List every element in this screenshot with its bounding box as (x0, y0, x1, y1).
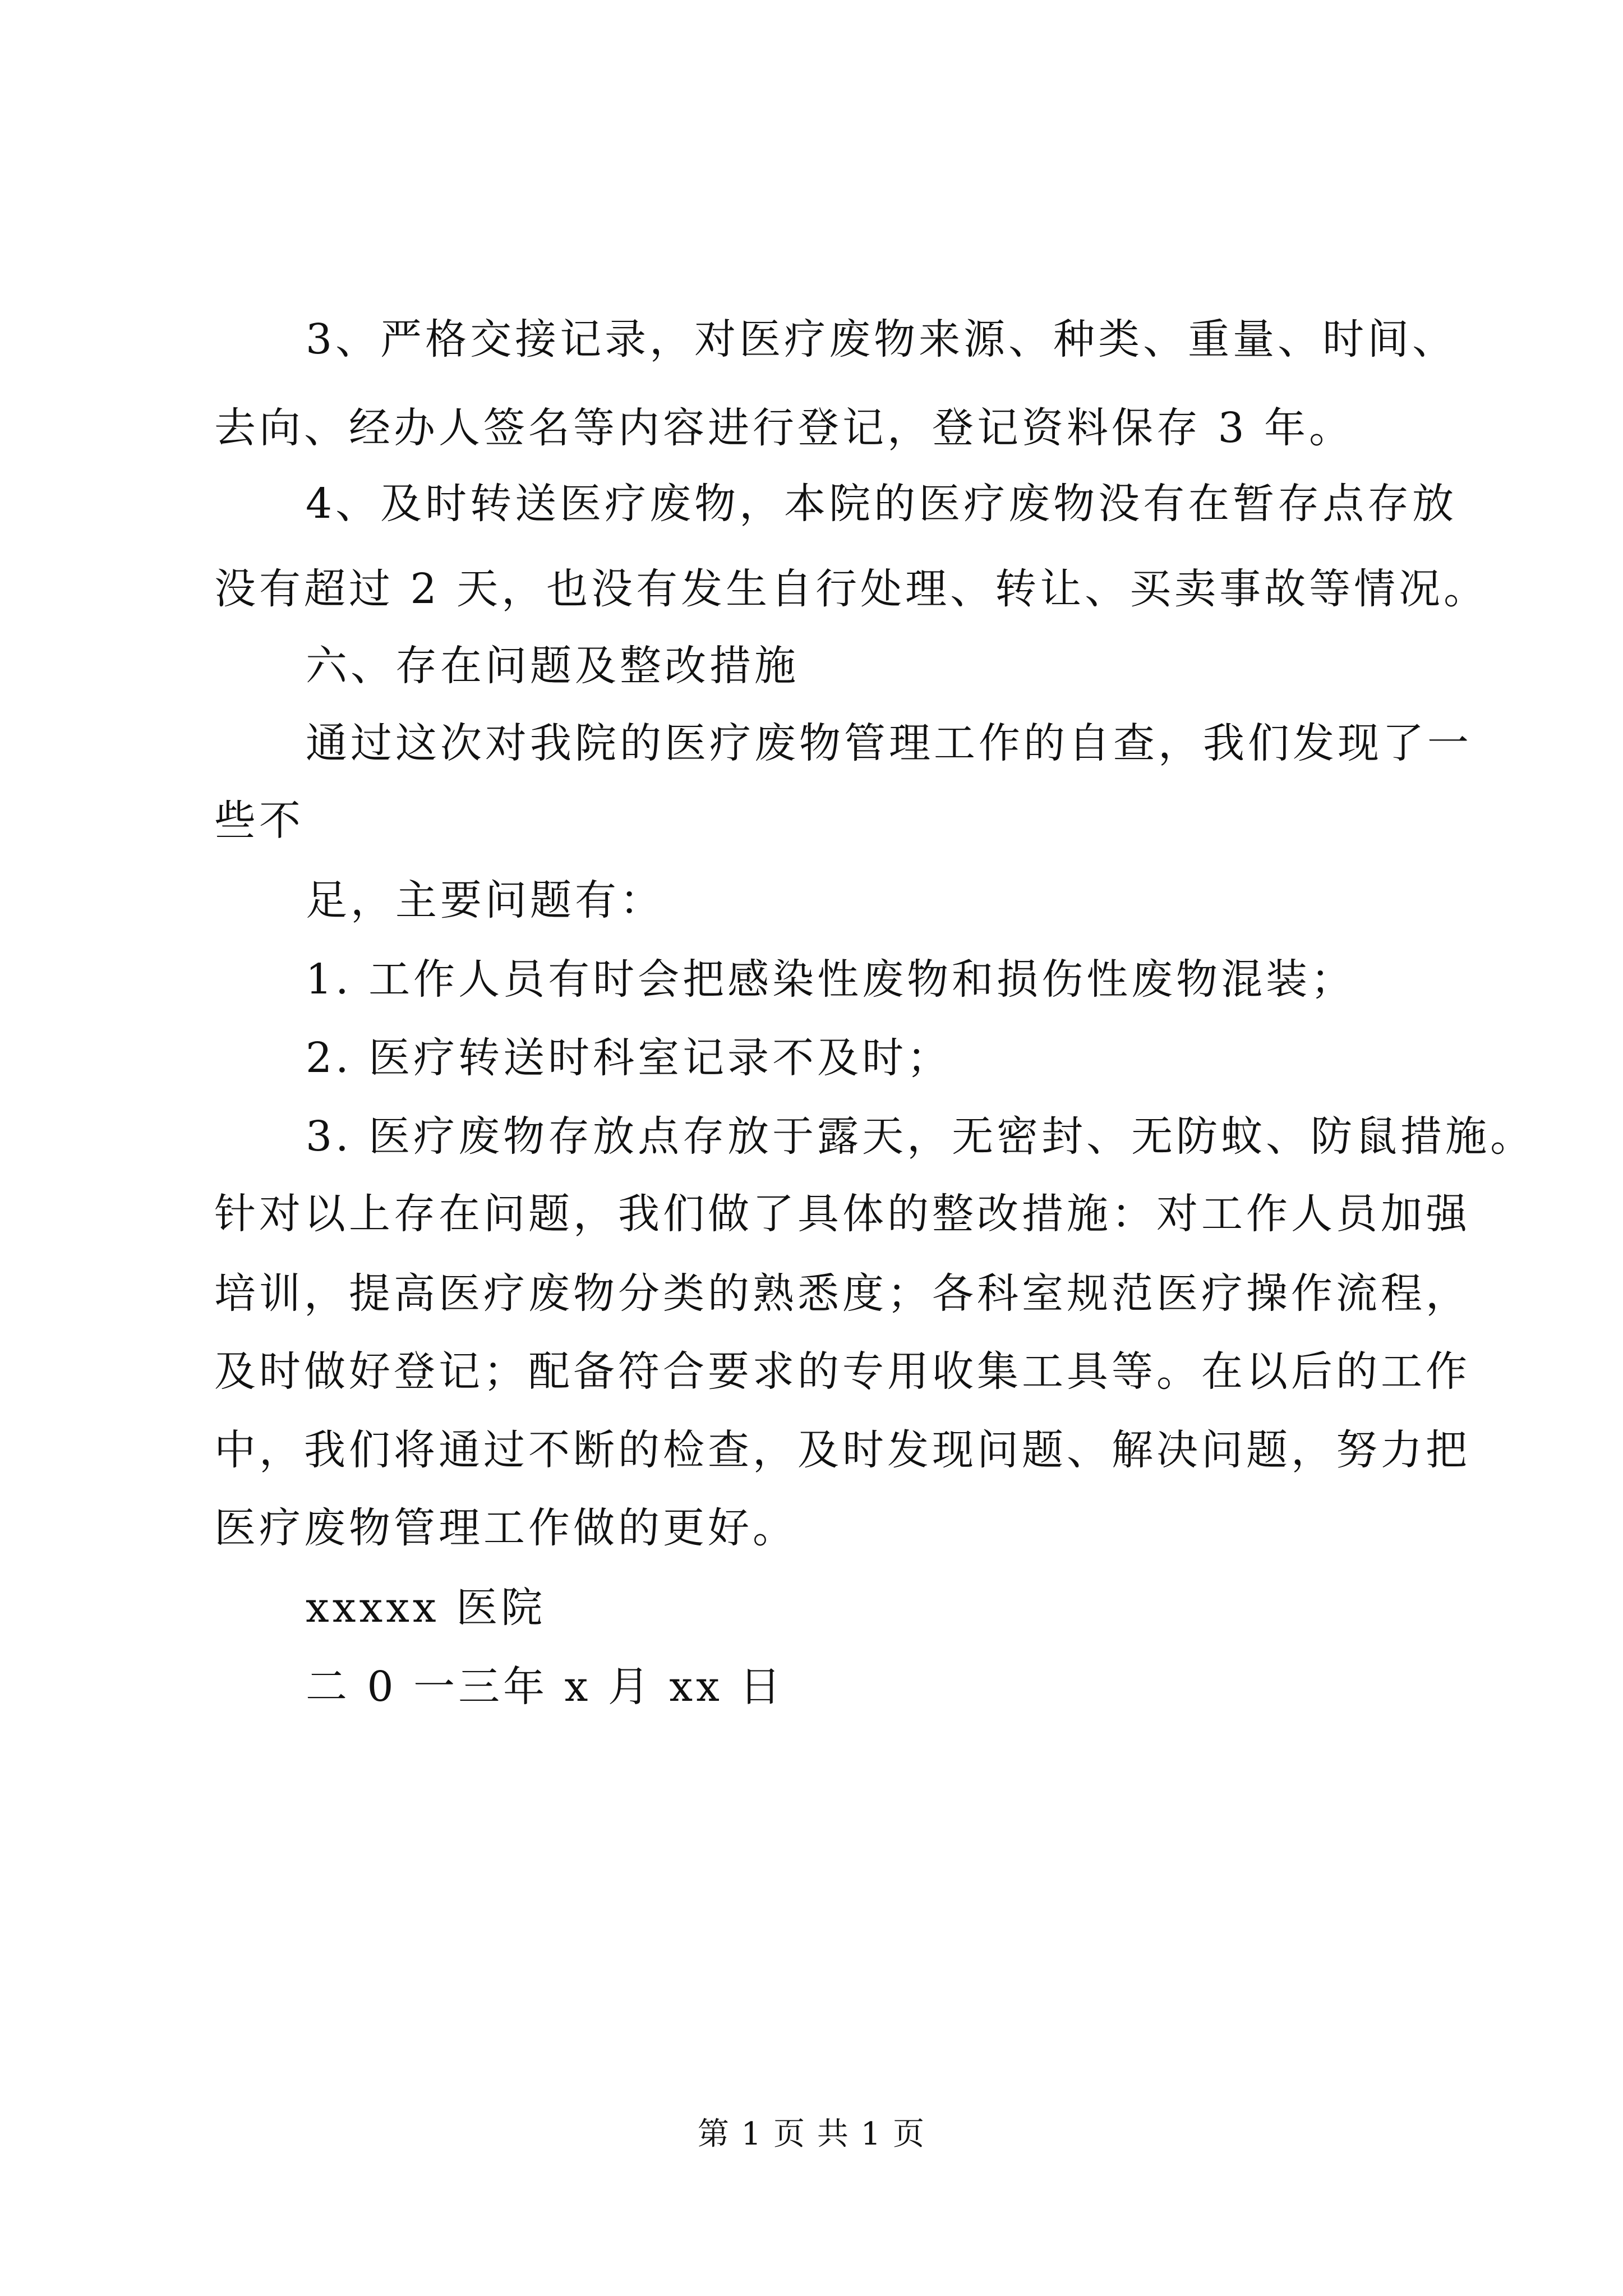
paragraph-3-line-2: 去向、经办人签名等内容进行登记，登记资料保存 3 年。 (214, 404, 1354, 452)
intro-line-2: 些不 (214, 797, 304, 845)
paragraph-3-line-1: 3、严格交接记录，对医疗废物来源、种类、重量、时间、 (306, 315, 1458, 364)
issue-1: 1. 工作人员有时会把感染性废物和损伤性废物混装； (306, 955, 1356, 1004)
measures-line-1: 针对以上存在问题，我们做了具体的整改措施：对工作人员加强 (214, 1190, 1470, 1238)
intro-line-1: 通过这次对我院的医疗废物管理工作的自查，我们发现了一 (306, 719, 1472, 767)
issue-2: 2. 医疗转送时科室记录不及时； (306, 1034, 952, 1082)
page-footer: 第 1 页 共 1 页 (697, 2116, 926, 2152)
section-6-heading: 六、存在问题及整改措施 (306, 642, 799, 690)
intro-line-3: 足，主要问题有： (306, 876, 665, 924)
paragraph-4-line-1: 4、及时转送医疗废物，本院的医疗废物没有在暂存点存放 (306, 480, 1458, 528)
measures-line-3: 及时做好登记；配备符合要求的专用收集工具等。在以后的工作 (214, 1347, 1470, 1396)
measures-line-5: 医疗废物管理工作做的更好。 (214, 1504, 797, 1552)
paragraph-4-line-2: 没有超过 2 天，也没有发生自行处理、转让、买卖事故等情况。 (214, 565, 1489, 613)
signature-org: xxxxx 医院 (306, 1584, 546, 1632)
measures-line-4: 中，我们将通过不断的检查，及时发现问题、解决问题，努力把 (214, 1426, 1470, 1474)
measures-line-2: 培训，提高医疗废物分类的熟悉度；各科室规范医疗操作流程， (214, 1269, 1470, 1318)
issue-3: 3. 医疗废物存放点存放于露天，无密封、无防蚊、防鼠措施。 (306, 1112, 1536, 1161)
signature-date: 二 0 一三年 x 月 xx 日 (306, 1663, 785, 1711)
